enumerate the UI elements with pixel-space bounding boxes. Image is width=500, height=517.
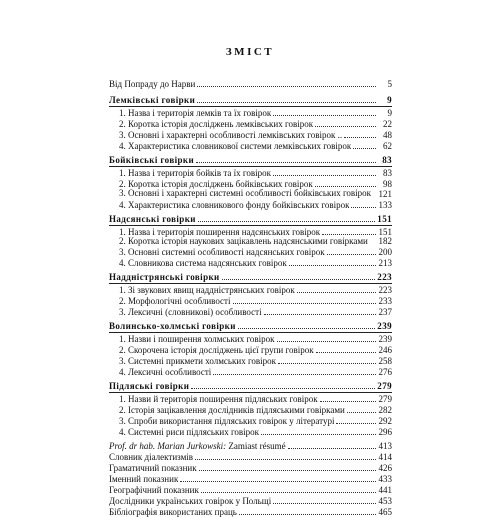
dot-leader xyxy=(347,412,376,413)
dot-leader xyxy=(273,115,376,116)
dot-leader xyxy=(351,207,376,208)
toc-entry xyxy=(109,107,392,118)
toc-entry-label: 4. Характеристика словникового фонду бойківських говірок xyxy=(119,200,350,210)
dot-leader xyxy=(191,388,375,389)
toc-entry-label: 1. Назва і територія бойків та їх говірок xyxy=(119,169,272,178)
toc-entry xyxy=(109,295,392,306)
toc-entry xyxy=(109,226,392,237)
toc-page-number: 279 xyxy=(378,394,392,404)
toc-entry xyxy=(109,306,392,317)
dot-leader xyxy=(315,126,376,127)
dot-leader xyxy=(273,503,376,504)
toc-page-number: 414 xyxy=(378,452,392,462)
toc-entry-label: 2. Коротка історія досліджень лемківських говірок xyxy=(119,120,314,129)
toc-entry-label: 1. Назви й територія поширення підляських говірок xyxy=(119,395,318,404)
dot-leader xyxy=(239,514,376,515)
toc-entry-label: 3. Основні системні особливості надсянських говірок xyxy=(119,248,325,257)
toc-entry xyxy=(109,199,392,210)
toc-entry-label: 4. Системні риси підляських говірок xyxy=(119,428,260,437)
toc-entry-label: Дослідники українських говірок у Польщі xyxy=(109,497,272,506)
toc-page-number: 465 xyxy=(378,507,392,517)
toc-page-number: 453 xyxy=(378,496,392,506)
toc-page-number: 441 xyxy=(378,485,392,495)
toc-entry-label: Лемківські говірки xyxy=(109,96,196,105)
table-of-contents xyxy=(109,78,392,517)
toc-entry xyxy=(109,355,392,366)
toc-entry-label: Бойківські говірки xyxy=(109,156,195,165)
toc-entry xyxy=(109,462,392,473)
toc-entry xyxy=(109,246,392,257)
dot-leader xyxy=(315,186,376,187)
toc-page-number: 151 xyxy=(377,213,392,224)
toc-entry xyxy=(109,118,392,129)
toc-entry-label: 1. Назви і поширення холмських говірок xyxy=(119,335,275,344)
toc-entry xyxy=(109,257,392,268)
toc-page-number: 9 xyxy=(387,108,392,118)
dot-leader xyxy=(264,314,376,315)
toc-entry-label: 2. Скорочена історія досліджень цієї групи говірок xyxy=(119,346,314,355)
toc-page-number: 296 xyxy=(378,427,392,437)
toc-page-number: 233 xyxy=(378,296,392,306)
toc-entry xyxy=(109,495,392,506)
dot-leader xyxy=(278,363,376,364)
dot-leader xyxy=(273,175,376,176)
toc-page-number: 237 xyxy=(378,307,392,317)
toc-entry-label: Бібліографія використаних праць xyxy=(109,508,237,517)
toc-page-number: 48 xyxy=(383,130,392,140)
toc-page-number: 223 xyxy=(378,285,392,295)
toc-page-number: 9 xyxy=(387,95,392,105)
toc-page-number: 182 xyxy=(378,236,392,246)
toc-page-number: 282 xyxy=(378,405,392,415)
dot-leader xyxy=(327,254,376,255)
toc-page-number: 426 xyxy=(378,463,392,473)
toc-page-number: 62 xyxy=(383,141,392,151)
dot-leader xyxy=(320,401,376,402)
dot-leader xyxy=(233,303,377,304)
toc-page-number: 22 xyxy=(383,119,392,129)
toc-page-number: 239 xyxy=(378,334,392,344)
toc-page-number: 200 xyxy=(378,247,392,257)
dot-leader xyxy=(196,162,376,163)
toc-entry xyxy=(109,393,392,404)
toc-page-number: 292 xyxy=(378,416,392,426)
dot-leader xyxy=(353,148,376,149)
toc-entry-label: Prof. dr hab. Marian Jurkowski: Zamiast résumé xyxy=(109,442,286,451)
toc-entry xyxy=(109,284,392,295)
toc-page-number: 223 xyxy=(377,272,392,282)
toc-entry xyxy=(109,404,392,415)
toc-entry-label: 2. Коротка історія досліджень бойківських говірок xyxy=(119,180,313,189)
toc-page-number: 276 xyxy=(378,367,392,377)
dot-leader xyxy=(197,102,376,103)
toc-entry-label: 4. Словникова система надсянських говірок xyxy=(119,259,287,268)
toc-entry-label: Надсянські говірки xyxy=(109,214,196,224)
toc-entry xyxy=(109,451,392,462)
toc-section xyxy=(109,380,392,391)
toc-entry xyxy=(109,237,392,247)
toc-entry-label: 3. Спроби використання підляських говірок у літературі xyxy=(119,417,335,426)
toc-entry xyxy=(109,78,392,89)
toc-entry-label: 2. Історія зацікавлення дослідників підляськими говірками xyxy=(119,406,345,415)
toc-page-number: 83 xyxy=(383,168,392,178)
toc-page-number: 413 xyxy=(378,441,392,451)
toc-page-number: 258 xyxy=(378,356,392,366)
toc-entry-label: 3. Системні прикмети холмських говірок xyxy=(119,357,277,366)
toc-entry-label: 4. Характеристика словникової системи лемківських говірок xyxy=(119,142,352,151)
dot-leader xyxy=(288,448,376,449)
toc-page-number: 246 xyxy=(378,345,392,355)
toc-page-number: 279 xyxy=(377,381,392,391)
dot-leader xyxy=(201,492,376,493)
dot-leader xyxy=(316,352,376,353)
toc-page-number: 5 xyxy=(387,79,392,89)
dot-leader xyxy=(344,137,376,138)
dot-leader xyxy=(213,374,376,375)
toc-entry-label: Наддністрянські говірки xyxy=(109,273,220,282)
toc-section xyxy=(109,154,392,165)
toc-entry-label: Іменний показник xyxy=(109,475,179,484)
toc-page-number: 98 xyxy=(383,179,392,189)
toc-entry-label: 3. Основні і характерні системні особливості бойківських говірок xyxy=(119,189,372,198)
dot-leader xyxy=(336,423,376,424)
toc-section xyxy=(109,213,392,224)
toc-entry xyxy=(109,189,392,199)
dot-leader xyxy=(238,328,375,329)
dot-leader xyxy=(261,434,376,435)
toc-entry-label: 1. Зі звукових явищ наддністрянських говірок xyxy=(119,286,295,295)
toc-entry xyxy=(109,140,392,151)
toc-entry xyxy=(109,178,392,189)
toc-entry xyxy=(109,167,392,178)
toc-entry-label: 2. Коротка історія наукових зацікавлень надсянськими говірками xyxy=(119,236,368,246)
dot-leader xyxy=(195,459,376,460)
toc-page-number: 239 xyxy=(377,321,392,331)
toc-entry xyxy=(109,473,392,484)
dot-leader xyxy=(289,265,376,266)
toc-page-number: 83 xyxy=(382,155,392,165)
toc-entry-label: Граматичний показник xyxy=(109,464,197,473)
toc-entry-label: Підляські говірки xyxy=(109,382,190,391)
toc-entry xyxy=(109,426,392,437)
toc-entry-label: Волинсько-холмські говірки xyxy=(109,322,236,331)
toc-section xyxy=(109,271,392,282)
toc-entry-label: 1. Назва і територія поширення надсянських говірок xyxy=(119,227,321,237)
dot-leader xyxy=(180,481,376,482)
toc-entry-label: Географічний показник xyxy=(109,486,199,495)
toc-entry-label: 1. Назва і територія лемків та їх говірок xyxy=(119,109,272,118)
toc-entry xyxy=(109,129,392,140)
dot-leader xyxy=(322,234,376,235)
toc-entry-label: 3. Основні і характерні особливості лемківських говірок .. xyxy=(119,131,343,140)
toc-entry xyxy=(109,333,392,344)
dot-leader xyxy=(222,279,376,280)
toc-section xyxy=(109,94,392,105)
toc-entry xyxy=(109,415,392,426)
dot-leader xyxy=(297,292,376,293)
toc-page-number: 433 xyxy=(378,474,392,484)
toc-entry xyxy=(109,366,392,377)
toc-entry xyxy=(109,484,392,495)
toc-entry xyxy=(109,440,392,451)
dot-leader xyxy=(277,341,376,342)
toc-entry xyxy=(109,344,392,355)
toc-entry-label: Словник діалектизмів xyxy=(109,453,194,462)
toc-page-number: 151 xyxy=(378,226,392,237)
toc-entry-label: 2. Морфологічні особливості xyxy=(119,297,231,306)
toc-entry-label: Від Попраду до Нарви xyxy=(109,80,196,89)
toc-entry xyxy=(109,506,392,517)
toc-page-number: 213 xyxy=(378,258,392,268)
toc-entry-label: 4. Лексичні особливості xyxy=(119,368,212,377)
toc-section xyxy=(109,320,392,331)
dot-leader xyxy=(197,86,376,87)
toc-entry-label: 3. Лексичні (словникові) особливості xyxy=(119,308,262,317)
toc-page-number: 121 xyxy=(378,188,392,199)
page-title: ЗМІСТ xyxy=(225,46,275,58)
toc-page-number: 133 xyxy=(378,199,392,210)
dot-leader xyxy=(198,221,375,222)
dot-leader xyxy=(199,470,376,471)
